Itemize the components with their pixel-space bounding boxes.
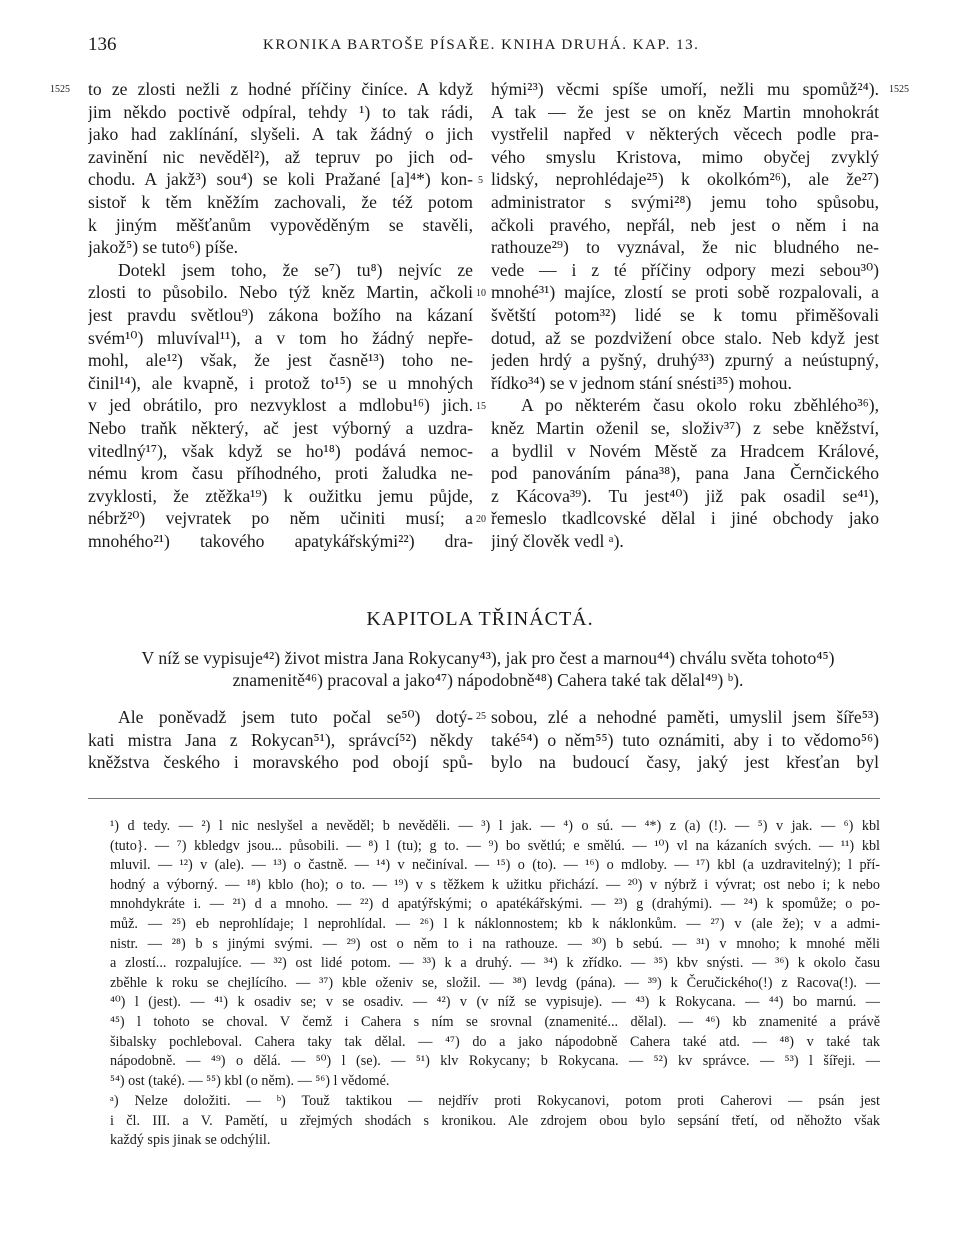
text-line: také⁵⁴) o něm⁵⁵) tuto oznámiti, aby i to vědomo⁵⁶) — [491, 729, 879, 750]
right-text-column-2 — [491, 706, 879, 774]
footnote-line: mnohdykráte i. — ²¹) d a mnoho. — ²²) d apatýřskými; o apatékářskými. — ²³) g (drahými). — ²⁴) k spomůže; o po- — [110, 896, 880, 913]
footnote-line: nápodobně. — ⁴⁹) o dělá. — ⁵⁰) l (se). — ⁵¹) klv Rokycany; b Rokycana. — ⁵²) kv správce. — ⁵³) l šířeji. — — [110, 1053, 880, 1070]
line-number-5: 5 — [478, 175, 483, 186]
text-line: vého smyslu Kristova, mimo obyčej zvyklý — [491, 146, 879, 167]
text-line: kněžstva českého i moravského pod obojí spů- — [88, 752, 473, 773]
editor-notes — [110, 1092, 880, 1151]
text-line: kněz Martin oženil se, složiv³⁷) z sebe kněžství, — [491, 417, 879, 438]
footnote-line: každý spis jinak se odchýlil. — [110, 1132, 271, 1149]
text-line: z Kácova³⁹). Tu jest⁴⁰) již pak osadil se⁴¹), — [491, 485, 879, 506]
text-line: k jiným měšťanům vypověděným se stavěli, — [88, 214, 473, 235]
chapter-summary-line: V níž se vypisuje⁴²) život mistra Jana Rokycany⁴³), jak pro čest a marnou⁴⁴) chválu světa tohoto⁴⁵) — [141, 648, 835, 668]
footnote-divider — [88, 798, 880, 799]
text-line: to ze zlosti nežli z hodné příčiny činíce. A když — [88, 79, 473, 99]
text-line: nému krom času příhodného, proti žaludka ne- — [88, 463, 473, 484]
margin-year-right: 1525 — [889, 84, 909, 95]
text-line: zvyklosti, že ztěžka¹⁹) k oužitku jemu půjde, — [88, 485, 473, 506]
line-number-15: 15 — [476, 401, 486, 412]
text-line: administrator s svými²⁸) jemu toho spůsobu, — [491, 191, 879, 212]
text-line: mnohé³¹) majíce, zlostí se proti sobě rozpalovali, a — [491, 282, 879, 303]
line-number-10: 10 — [476, 288, 486, 299]
text-line: nébrž²⁰) vejvratek po něm učiniti musí; a — [88, 508, 473, 529]
text-line: lidský, neprohlédaje²⁵) k okolkóm²⁶), ale že²⁷) — [491, 169, 879, 190]
margin-year-left: 1525 — [50, 84, 70, 95]
text-line: jest pravdu světlou⁹) zákona božího na kázaní — [88, 304, 473, 325]
footnote-line: zběhle k roku se chejlícího. — ³⁷) kble oženiv se, složil. — ³⁸) levdg (pána). — ³⁹) k Čeručického(!) z Racova(!). — — [110, 974, 880, 991]
text-line: a bydlil v Novém Městě za Hradcem Králové, — [491, 440, 879, 461]
footnote-line: ⁵⁴) ost (také). — ⁵⁵) kbl (o něm). — ⁵⁶) l vědomé. — [110, 1072, 390, 1089]
chapter-title: KAPITOLA TŘINÁCTÁ. — [366, 608, 594, 630]
left-text-column — [88, 78, 473, 552]
text-line: svém¹⁰) mluvíval¹¹), a v tom ho žádný nepře- — [88, 327, 473, 348]
footnotes — [110, 817, 880, 1091]
text-line: švětští potom³²) lidé se k tomu přiměšovali — [491, 304, 879, 325]
text-line: Dotekl jsem toho, že se⁷) tu⁸) nejvíc ze — [118, 259, 473, 280]
footnote-line: ᵃ) Nelze doložiti. — ᵇ) Touž taktikou — nejdřív proti Rokycanovi, potom proti Caherovi — psán jest — [110, 1093, 880, 1109]
text-line: sistoř k těm kněžím zachovali, že též potom — [88, 191, 473, 212]
text-line: chodu. A jakž³) sou⁴) se koli Pražané [a]⁴*) kon- — [88, 169, 473, 190]
page-number: 136 — [88, 34, 117, 55]
text-line: rathouze²⁹) to vyznával, že nic bludného ne- — [491, 237, 879, 258]
footnote-line: ⁴⁵) l tohoto se choval. V čemž i Cahera s ním se srovnal (znamenité... dělal). — ⁴⁶) kb znamenité a právě — [110, 1013, 880, 1030]
text-line: kati mistra Jana z Rokycan⁵¹), správcí⁵²) někdy — [88, 729, 473, 750]
text-line: zavinění nic nevěděl²), až tepruv po jich od- — [88, 146, 473, 167]
footnote-line: ¹) d tedy. — ²) l nic neslyšel a nevěděl; b nevěděli. — ³) l jak. — ⁴) o sú. — ⁴*) z (a) (!). — ⁵) v jak. — ⁶) kbl — [110, 818, 880, 834]
text-line: mnohého²¹) takového apatykářskými²²) dra- — [88, 530, 473, 551]
text-line: vystřelil napřed v některých věcech podle pra- — [491, 124, 879, 145]
text-line: Ale poněvadž jsem tuto počal se⁵⁰) dotý- — [118, 707, 473, 727]
text-line: A tak — že jest se on kněz Martin mnohokrát — [491, 101, 879, 122]
text-line: řemeslo tkadlcovské dělal i jiné obchody jako — [491, 508, 879, 529]
left-text-column-2 — [88, 706, 473, 774]
text-line: ačkoli pravého, nepřál, neb jest o něm i na — [491, 214, 879, 235]
footnote-line: můž. — ²⁵) eb neprohlídaje; l neprohlídal. — ²⁶) l k náklonnostem; kb k náklonkům. — ²⁷) v (ale že); v a admi- — [110, 915, 880, 932]
text-line: A po některém času okolo roku zběhlého³⁶), — [521, 395, 879, 416]
line-number-25: 25 — [476, 711, 486, 722]
page-header — [88, 34, 888, 60]
text-line: řídko³⁴) se v jednom stání snésti³⁵) mohou. — [491, 372, 792, 393]
footnote-line: (tuto}. — ⁷) kbledgv jsou... působili. — ⁸) l (tu); g to. — ⁹) bo světlú; e smělú. — ¹⁰) vl na kázaních svých. — ¹¹) kbl — [110, 837, 880, 854]
text-line: mohl, ale¹²) však, že jest časně¹³) toho ne- — [88, 350, 473, 371]
text-line: dotud, až se pozdvižení obce stalo. Neb když jest — [491, 327, 879, 348]
text-line: pod panováním pána³⁸), pana Jana Černčického — [491, 463, 879, 484]
text-line: Nebo traňk některý, ač jest výborný a uzdra- — [88, 417, 473, 438]
right-text-column — [491, 78, 879, 552]
text-line: hými²³) věcmi spíše umoří, nežli mu spomůž²⁴). — [491, 79, 879, 99]
footnote-line: mluvil. — ¹²) v (ale). — ¹³) o častně. — ¹⁴) v nečiníval. — ¹⁵) o (to). — ¹⁶) o mdloby. — ¹⁷) kbl (a uzdravitelný); l pří- — [110, 857, 880, 874]
text-line: zlosti to působilo. Nebo týž kněz Martin, ačkoli — [88, 282, 473, 303]
footnote-line: hodný a výborný. — ¹⁸) kblo (ho); o to. — ¹⁹) v s těžkem k užitku přichází. — ²⁰) v nýbrž i vývrat; ost nebo i; k nebo — [110, 876, 880, 893]
chapter-summary-line: znamenitě⁴⁶) pracoval a jako⁴⁷) nápodobně⁴⁸) Cahera také tak dělal⁴⁹) ᵇ). — [232, 670, 744, 690]
text-line: bylo na budoucí časy, jaký jest křesťan byl — [491, 752, 879, 773]
running-title: KRONIKA BARTOŠE PÍSAŘE. KNIHA DRUHÁ. KAP. 13. — [263, 37, 700, 53]
footnote-line: ⁴⁰) l (jest). — ⁴¹) k osadiv se; v se osadiv. — ⁴²) v (v níž se vypisuje). — ⁴³) k Rokycana. — ⁴⁴) bo marnú. — — [110, 994, 880, 1011]
footnote-line: šibalsky pochleboval. Cahera taky tak dělal. — ⁴⁷) do a jako nápodobně Cahera také atd. — ⁴⁸) v také tak — [110, 1033, 880, 1050]
text-line: jako had zaklínání, slyšeli. A tak žádný o jich — [88, 124, 473, 145]
footnote-line: i čl. III. a V. Pamětí, u zřejmých shodách s kronikou. Ale zdrojem obou bylo sepsání třetí, od něhožto však — [110, 1112, 880, 1129]
line-number-20: 20 — [476, 514, 486, 525]
text-line: jeden hrdý a pyšný, druhý³³) zpurný a neústupný, — [491, 350, 879, 371]
text-line: jakož⁵) se tuto⁶) píše. — [88, 237, 239, 258]
footnote-line: a zlostí... rozpalujíce. — ³²) ost lidé potom. — ³³) k a druhý. — ³⁴) k zřídko. — ³⁵) kbv snýsti. — ³⁶) k okolo času — [110, 955, 880, 972]
text-line: vede — i z té příčiny odpory mezi sebou³⁰) — [491, 259, 879, 280]
text-line: činil¹⁴), ale kvapně, i protož to¹⁵) se u mnohých — [88, 372, 473, 393]
text-line: v jed obrátilo, pro nezvyklost a mdlobu¹⁶) jich. — [88, 395, 473, 416]
footnote-line: nistr. — ²⁸) b s jinými svými. — ²⁹) ost o něm to i na rathouze. — ³⁰) b sebú. — ³¹) v mnoho; k mnohé měli — [110, 935, 880, 952]
text-line: sobou, zlé a nehodné paměti, umyslil jsem šíře⁵³) — [491, 707, 879, 727]
text-line: jim někdo poctivě odpíral, tehdy ¹) to tak rádi, — [88, 101, 473, 122]
text-line: jiný člověk vedl ᵃ). — [491, 530, 624, 551]
text-line: vitedlný¹⁷), však když se ho¹⁸) podává nemoc- — [88, 440, 473, 461]
